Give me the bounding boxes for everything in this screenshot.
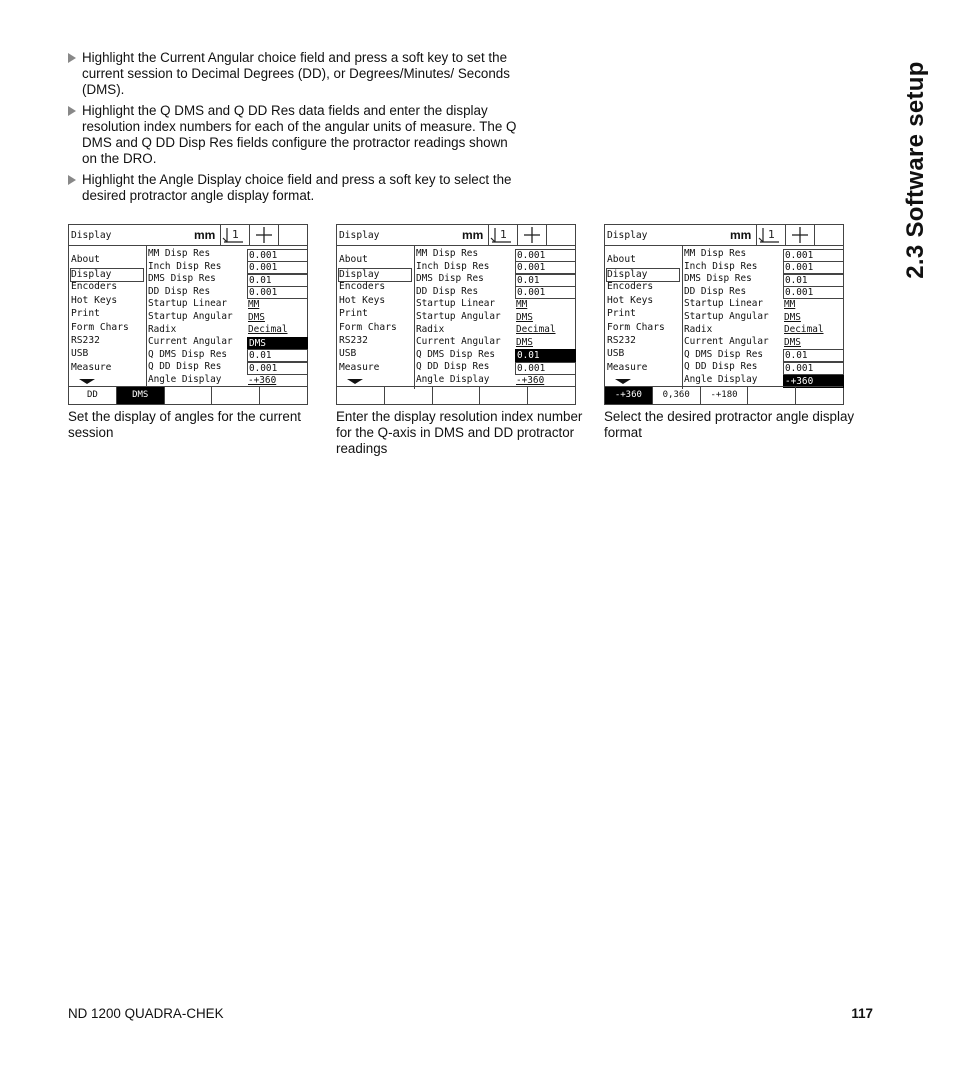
menu-item[interactable]: Print xyxy=(71,308,100,319)
field-value-text: 0.001 xyxy=(785,249,814,261)
menu-item[interactable]: Encoders xyxy=(71,281,118,292)
instruction-text: Highlight the Current Angular choice field and press a soft key to set the current session to Decimal Degrees (DD), or Degrees/Minutes/ Seconds (DMS). xyxy=(82,50,510,97)
scroll-down-icon[interactable] xyxy=(79,378,95,386)
softkey[interactable] xyxy=(748,387,796,404)
unit-label: mm xyxy=(462,228,484,242)
datum-icon xyxy=(221,225,250,245)
field-value-text: 0.01 xyxy=(785,274,808,286)
menu-item[interactable]: About xyxy=(71,254,100,265)
field-value-text: -+360 xyxy=(516,374,545,386)
field-value[interactable] xyxy=(247,249,308,262)
field-label: Q DMS Disp Res xyxy=(684,348,764,360)
crosshair-cell xyxy=(785,225,814,245)
svg-text:1: 1 xyxy=(500,228,507,241)
field-label: DMS Disp Res xyxy=(684,273,752,285)
softkey[interactable]: -+180 xyxy=(701,387,749,404)
field-value-text: 0.001 xyxy=(517,249,546,261)
field-value[interactable] xyxy=(247,286,308,299)
softkey[interactable] xyxy=(433,387,481,404)
field-value-text: DMS xyxy=(784,336,801,348)
section-title-vertical xyxy=(896,50,936,290)
settings-fields xyxy=(147,246,307,389)
softkey[interactable]: DMS xyxy=(117,387,165,404)
crosshair-icon xyxy=(250,225,279,245)
unit-indicator xyxy=(730,225,785,245)
unit-label: mm xyxy=(730,228,752,242)
field-value[interactable] xyxy=(515,375,544,386)
field-label: Radix xyxy=(148,323,177,335)
field-value-text: 0.001 xyxy=(249,287,278,299)
screen-title-bar xyxy=(69,225,307,246)
menu-item[interactable]: Hot Keys xyxy=(339,295,386,306)
field-label: Q DD Disp Res xyxy=(416,361,490,373)
instruction-item xyxy=(68,50,518,98)
section-title: 2.3 Software setup xyxy=(902,61,929,279)
crosshair-cell xyxy=(517,225,546,245)
dro-screen-2 xyxy=(336,224,576,405)
field-value[interactable] xyxy=(247,324,288,335)
field-value-text: 0.001 xyxy=(249,249,278,261)
field-value[interactable] xyxy=(515,362,576,375)
softkey[interactable] xyxy=(480,387,528,404)
bullet-arrow-icon xyxy=(68,175,76,185)
softkey[interactable] xyxy=(796,387,843,404)
menu-item[interactable]: Hot Keys xyxy=(607,295,654,306)
menu-item[interactable]: Encoders xyxy=(607,281,654,292)
field-label: Radix xyxy=(684,323,713,335)
field-value-text: Decimal xyxy=(516,324,556,336)
field-value-text: MM xyxy=(248,298,260,310)
menu-item[interactable]: Form Chars xyxy=(339,322,397,333)
field-value-text: 0.01 xyxy=(517,274,540,286)
field-value[interactable] xyxy=(783,261,844,274)
field-label: MM Disp Res xyxy=(416,248,479,259)
field-label: Startup Angular xyxy=(684,311,769,322)
settings-fields xyxy=(415,246,575,389)
field-value-text: 0.001 xyxy=(785,262,814,274)
field-value-text: Decimal xyxy=(784,324,824,336)
menu-item[interactable]: USB xyxy=(607,348,625,359)
instruction-item xyxy=(68,172,518,204)
softkey[interactable] xyxy=(260,387,307,404)
field-value-text: Decimal xyxy=(248,324,288,336)
menu-item[interactable]: USB xyxy=(339,348,357,359)
menu-item[interactable]: About xyxy=(607,254,636,265)
softkey[interactable]: 0,360 xyxy=(653,387,701,404)
field-value-text: MM xyxy=(784,298,796,310)
screen-title: Display xyxy=(71,230,112,241)
softkey-bar xyxy=(337,386,575,404)
softkey[interactable] xyxy=(528,387,575,404)
dro-screen-1 xyxy=(68,224,308,405)
screen-menu xyxy=(337,246,415,389)
field-value[interactable] xyxy=(783,362,844,375)
softkey[interactable] xyxy=(212,387,260,404)
field-value[interactable] xyxy=(247,362,308,375)
field-value[interactable] xyxy=(783,299,795,310)
menu-item[interactable]: Measure xyxy=(71,362,112,373)
status-cell xyxy=(278,225,307,245)
scroll-down-icon[interactable] xyxy=(615,378,631,386)
field-value[interactable] xyxy=(515,286,576,299)
menu-item[interactable]: RS232 xyxy=(71,335,100,346)
menu-item[interactable]: Display xyxy=(70,268,144,282)
field-value[interactable] xyxy=(515,261,576,274)
instruction-item xyxy=(68,103,518,167)
field-label: Inch Disp Res xyxy=(684,260,758,272)
field-value[interactable] xyxy=(783,274,844,287)
field-label: DMS Disp Res xyxy=(148,273,216,285)
field-value[interactable] xyxy=(783,312,801,323)
menu-item[interactable]: Form Chars xyxy=(71,322,129,333)
menu-item[interactable]: Measure xyxy=(339,362,380,373)
field-value-text: DMS xyxy=(516,311,533,323)
field-value-text: 0.001 xyxy=(249,262,278,274)
field-value[interactable] xyxy=(247,375,276,386)
field-label: MM Disp Res xyxy=(684,248,747,259)
field-label: Current Angular xyxy=(148,336,233,348)
field-value[interactable] xyxy=(515,312,533,323)
menu-item[interactable]: RS232 xyxy=(339,335,368,346)
field-label: Startup Linear xyxy=(684,298,764,310)
field-value[interactable] xyxy=(783,349,844,362)
field-label: Q DMS Disp Res xyxy=(416,348,496,360)
field-value[interactable] xyxy=(247,261,308,274)
screen-menu xyxy=(605,246,683,389)
svg-text:1: 1 xyxy=(232,228,239,241)
field-value[interactable] xyxy=(783,286,844,299)
menu-item[interactable]: Display xyxy=(606,268,680,282)
screen-title-bar xyxy=(605,225,843,246)
field-label: DD Disp Res xyxy=(148,285,211,297)
field-label: Angle Display xyxy=(684,374,758,385)
status-cell xyxy=(546,225,575,245)
field-value[interactable] xyxy=(515,274,576,287)
bullet-arrow-icon xyxy=(68,106,76,116)
menu-item[interactable]: About xyxy=(339,254,368,265)
field-value[interactable] xyxy=(515,324,556,335)
field-label: Inch Disp Res xyxy=(148,260,222,272)
field-value[interactable] xyxy=(247,312,265,323)
menu-item[interactable]: USB xyxy=(71,348,89,359)
softkey[interactable]: -+360 xyxy=(605,387,653,404)
field-value[interactable] xyxy=(783,324,824,335)
field-value-text: DMS xyxy=(248,311,265,323)
crosshair-cell xyxy=(249,225,278,245)
field-value[interactable] xyxy=(247,274,308,287)
screen-caption-2: Enter the display resolution index number for the Q-axis in DMS and DD protractor readings xyxy=(336,409,583,456)
field-label: Q DD Disp Res xyxy=(684,361,758,373)
field-value[interactable] xyxy=(515,337,533,348)
field-label: Startup Angular xyxy=(416,311,501,322)
field-value-text: DMS xyxy=(516,336,533,348)
menu-item[interactable]: RS232 xyxy=(607,335,636,346)
field-value-text: 0.001 xyxy=(517,287,546,299)
screen-title: Display xyxy=(339,230,380,241)
softkey[interactable] xyxy=(385,387,433,404)
instruction-text: Highlight the Angle Display choice field and press a soft key to select the desired protractor angle display format. xyxy=(82,172,512,203)
screen-caption-1: Set the display of angles for the current session xyxy=(68,409,301,440)
field-value-text: DMS xyxy=(249,337,266,349)
field-value[interactable] xyxy=(247,337,308,350)
unit-label: mm xyxy=(194,228,216,242)
crosshair-icon xyxy=(518,225,547,245)
datum-icon xyxy=(489,225,518,245)
svg-text:1: 1 xyxy=(768,228,775,241)
field-label: DD Disp Res xyxy=(684,285,747,297)
menu-item[interactable]: Encoders xyxy=(339,281,386,292)
field-label: Q DD Disp Res xyxy=(148,361,222,373)
menu-item[interactable]: Print xyxy=(339,308,368,319)
menu-item[interactable]: Hot Keys xyxy=(71,295,118,306)
field-value-text: -+360 xyxy=(248,374,277,386)
unit-indicator xyxy=(462,225,517,245)
field-label: Angle Display xyxy=(416,374,490,385)
field-value[interactable] xyxy=(783,337,801,348)
screen-title: Display xyxy=(607,230,648,241)
field-label: Startup Linear xyxy=(416,298,496,310)
screen-title-bar xyxy=(337,225,575,246)
unit-indicator xyxy=(194,225,249,245)
softkey-bar xyxy=(69,386,307,404)
field-value[interactable] xyxy=(515,299,527,310)
field-label: DMS Disp Res xyxy=(416,273,484,285)
field-label: DD Disp Res xyxy=(416,285,479,297)
field-label: MM Disp Res xyxy=(148,248,211,259)
field-label: Startup Linear xyxy=(148,298,228,310)
field-value-text: -+360 xyxy=(785,375,814,387)
field-label: Inch Disp Res xyxy=(416,260,490,272)
menu-item[interactable]: Print xyxy=(607,308,636,319)
screen-menu xyxy=(69,246,147,389)
bullet-arrow-icon xyxy=(68,53,76,63)
field-label: Q DMS Disp Res xyxy=(148,348,228,360)
softkey[interactable]: DD xyxy=(69,387,117,404)
field-label: Startup Angular xyxy=(148,311,233,322)
instruction-list xyxy=(68,50,518,209)
softkey[interactable] xyxy=(165,387,213,404)
menu-item[interactable]: Form Chars xyxy=(607,322,665,333)
field-value[interactable] xyxy=(247,299,259,310)
field-value-text: 0.001 xyxy=(517,262,546,274)
page-number: 117 xyxy=(851,1006,873,1021)
softkey[interactable] xyxy=(337,387,385,404)
scroll-down-icon[interactable] xyxy=(347,378,363,386)
field-value-text: MM xyxy=(516,298,528,310)
instruction-text: Highlight the Q DMS and Q DD Res data fields and enter the display resolution index numbers for each of the angular units of measure. The Q DMS and Q DD Disp Res fields configure the protractor readings shown on the DRO. xyxy=(82,103,517,166)
field-value-text: 0.01 xyxy=(249,274,272,286)
datum-icon xyxy=(757,225,786,245)
field-value-text: 0.01 xyxy=(249,350,272,362)
screen-caption-3: Select the desired protractor angle display format xyxy=(604,409,855,440)
field-value-text: 0.01 xyxy=(785,350,808,362)
field-value-text: DMS xyxy=(784,311,801,323)
field-value-text: 0.001 xyxy=(785,287,814,299)
field-label: Current Angular xyxy=(416,336,501,348)
field-value[interactable] xyxy=(515,349,576,362)
field-label: Angle Display xyxy=(148,374,222,385)
field-value[interactable] xyxy=(783,249,844,262)
field-value-text: 0.001 xyxy=(785,362,814,374)
dro-screen-3 xyxy=(604,224,844,405)
softkey-bar xyxy=(605,386,843,404)
field-value-text: 0.001 xyxy=(517,362,546,374)
status-cell xyxy=(814,225,843,245)
field-value[interactable] xyxy=(247,349,308,362)
field-value-text: 0.001 xyxy=(249,362,278,374)
menu-item[interactable]: Display xyxy=(338,268,412,282)
field-value-text: 0.01 xyxy=(517,350,540,362)
field-value[interactable] xyxy=(515,249,576,262)
field-label: Current Angular xyxy=(684,336,769,348)
menu-item[interactable]: Measure xyxy=(607,362,648,373)
settings-fields xyxy=(683,246,843,389)
crosshair-icon xyxy=(786,225,815,245)
field-label: Radix xyxy=(416,323,445,335)
footer-product-name: ND 1200 QUADRA-CHEK xyxy=(68,1006,224,1021)
